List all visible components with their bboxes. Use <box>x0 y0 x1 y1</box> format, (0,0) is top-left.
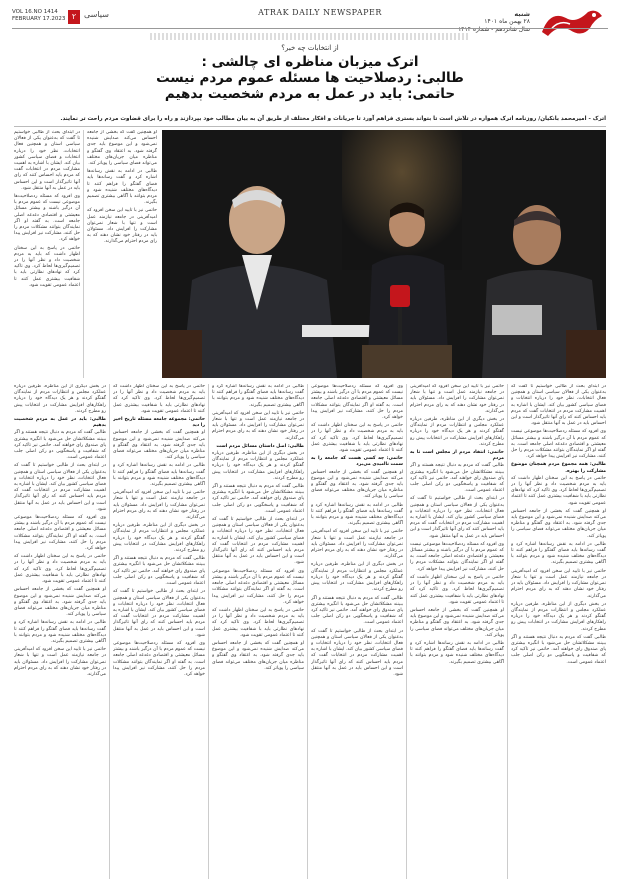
paragraph: در ابتدای بحث از طالبی خواستیم تا گفت که به‌عنوان یکی از فعالان سیاسی استان و همچنین فعال انتخابات، نظر خود را درباره انتخابات و فضای سیاسی کشور بیان کند. ایشان با اشاره به اهمیت مشارکت مردم در انتخابات گفت که مردم باید احساس کنند که رای آنها تاثیرگذار است و این احساس باید در عمل به آنها منتقل شود. <box>113 589 205 638</box>
paragraph: در بخش دیگری از این مناظره، طرفین درباره عملکرد مجلس و انتظارات مردم از نمایندگان گفتگو کردند و هر یک دیدگاه خود را درباره راهکارهای افزایش مشارکت در انتخابات پیش رو مطرح کردند. <box>410 417 504 447</box>
text-column-1 <box>14 384 106 879</box>
column-divider <box>307 384 308 879</box>
volume-info <box>12 9 65 23</box>
text-column-5 <box>410 384 504 879</box>
paragraph: حاتمی در پاسخ به این سخنان اظهار داشت که باید به مردم شخصیت داد و نظر آنها را در تصمیم‌گیری‌ها لحاظ کرد. وی تاکید کرد که نهادهای نظارتی باید با شفافیت بیشتری عمل کنند تا اعتماد عمومی تقویت شود. <box>212 607 304 638</box>
paragraph: او همچنین گفت که بخشی از جامعه احساس می‌کند صدایش شنیده نمی‌شود و این موضوع باید جدی گرفته شود. به اعتقاد وی گفتگو و مناظره میان جریان‌های مختلف می‌تواند فضای سیاسی را پویاتر کند. <box>113 430 205 461</box>
article-lead: اترک - امیرمحمد بانکیان/ روزنامه اترک همواره در تلاش است تا بتواند بستری فراهم آورد تا جریانات و افکار مختلف از طریق آن به بیان مطالب خود بپردازند و راه را برای قضاوت مردم راحت تر نمایند. <box>60 116 606 122</box>
paragraph: حاتمی در پاسخ به این سخنان اظهار داشت که باید به مردم شخصیت داد و نظر آنها را در تصمیم‌گیری‌ها لحاظ کرد. وی تاکید کرد که نهادهای نظارتی باید با شفافیت بیشتری عمل کنند تا اعتماد عمومی تقویت شود. <box>410 574 504 605</box>
paragraph: طالبی در ادامه به نقش رسانه‌ها اشاره کرد و گفت رسانه‌ها باید فضای گفتگو را فراهم کنند تا دیدگاه‌های مختلف شنیده شود و مردم بتوانند با آگاهی بیشتری تصمیم بگیرند. <box>14 620 106 644</box>
subheading: حاتمی: انتقاد مردم از مجلس است تا به مردم <box>410 450 504 462</box>
paragraph: طالبی در ادامه به نقش رسانه‌ها اشاره کرد و گفت رسانه‌ها باید فضای گفتگو را فراهم کنند تا دیدگاه‌های مختلف شنیده شود و مردم بتوانند با آگاهی بیشتری تصمیم بگیرند. <box>410 640 504 665</box>
paragraph: حاتمی نیز با تایید این سخن افزود که امیدآفرینی در جامعه نیازمند عمل است و تنها با شعار نمی‌توان مشارکت را افزایش داد. مسئولان باید در رفتار خود نشان دهند که به رای مردم احترام می‌گذارند. <box>14 647 106 677</box>
paragraph: وی افزود که مسئله ردصلاحیت‌ها موضوعی نیست که عموم مردم با آن درگیر باشند و بیشتر مسائل معیشتی و اقتصادی دغدغه اصلی جامعه است. به گفته او اگر نمایندگان بتوانند مشکلات مردم را حل کنند، مشارکت نیز افزایش پیدا خواهد کرد. <box>311 384 403 421</box>
paragraph: در ابتدای بحث از طالبی خواستیم تا گفت که به‌عنوان یکی از فعالان سیاسی استان و همچنین فعال انتخابات، نظر خود را درباره انتخابات و فضای سیاسی کشور بیان کند. ایشان با اشاره به اهمیت مشارکت مردم در انتخابات گفت که مردم باید احساس کنند که رای آنها تاثیرگذار است و این احساس باید در عمل به آنها منتقل شود. <box>14 463 106 512</box>
issue-day: شنبه <box>514 10 530 18</box>
column-divider <box>83 130 84 378</box>
paragraph: او همچنین گفت که بخشی از جامعه احساس می‌کند صدایش شنیده نمی‌شود و این موضوع باید جدی گرفته شود. به اعتقاد وی گفتگو و مناظره میان جریان‌های مختلف می‌تواند فضای سیاسی را پویاتر کند. <box>87 130 157 167</box>
paragraph: وی افزود که مسئله ردصلاحیت‌ها موضوعی نیست که عموم مردم با آن درگیر باشند و بیشتر مسائل معیشتی و اقتصادی دغدغه اصلی جامعه است. به گفته او اگر نمایندگان بتوانند مشکلات مردم را حل کنند، مشارکت نیز افزایش پیدا خواهد کرد. <box>14 515 106 552</box>
paragraph: او همچنین گفت که بخشی از جامعه احساس می‌کند صدایش شنیده نمی‌شود و این موضوع باید جدی گرفته شود. به اعتقاد وی گفتگو و مناظره میان جریان‌های مختلف می‌تواند فضای سیاسی را پویاتر کند. <box>212 640 304 671</box>
debate-photo <box>162 130 606 378</box>
column-divider <box>109 384 110 879</box>
paragraph: در بخش دیگری از این مناظره، طرفین درباره عملکرد مجلس و انتظارات مردم از نمایندگان گفتگو کردند و هر یک دیدگاه خود را درباره راهکارهای افزایش مشارکت در انتخابات پیش رو مطرح کردند. <box>14 384 106 414</box>
paragraph: او همچنین گفت که بخشی از جامعه احساس می‌کند صدایش شنیده نمی‌شود و این موضوع باید جدی گرفته شود. به اعتقاد وی گفتگو و مناظره میان جریان‌های مختلف می‌تواند فضای سیاسی را پویاتر کند. <box>410 607 504 638</box>
paragraph: وی افزود که مسئله ردصلاحیت‌ها موضوعی نیست که عموم مردم با آن درگیر باشند و بیشتر مسائل معیشتی و اقتصادی دغدغه اصلی جامعه است. به گفته او اگر نمایندگان بتوانند مشکلات مردم را حل کنند، مشارکت نیز افزایش پیدا خواهد کرد. <box>14 194 80 243</box>
article-kicker: از انتخابات چه خبر؟ <box>281 44 339 52</box>
subheading: حاتمی: چه کسی هست که جامعه را به سمت ناامیدی می‌برد <box>311 456 403 468</box>
paragraph: در بخش دیگری از این مناظره، طرفین درباره عملکرد مجلس و انتظارات مردم از نمایندگان گفتگو کردند و هر یک دیدگاه خود را درباره راهکارهای افزایش مشارکت در انتخابات پیش رو مطرح کردند. <box>113 523 205 554</box>
paragraph: در ابتدای بحث از طالبی خواستیم تا گفت که به‌عنوان یکی از فعالان سیاسی استان و همچنین فعال انتخابات، نظر خود را درباره انتخابات و فضای سیاسی کشور بیان کند. ایشان با اشاره به اهمیت مشارکت مردم در انتخابات گفت که مردم باید احساس کنند که رای آنها تاثیرگذار است و این احساس باید در عمل به آنها منتقل شود. <box>311 628 403 677</box>
column-divider <box>406 384 407 879</box>
paragraph: طالبی گفت که مردم به دنبال نتیجه هستند و اگر ببینند مشکلاتشان حل می‌شود با انگیزه بیشتری پای صندوق رای خواهند آمد. حاتمی نیز تاکید کرد که شفافیت و پاسخگویی دو رکن اصلی جلب اعتماد عمومی است. <box>511 634 606 665</box>
section-name: سیاسی <box>84 10 109 19</box>
paragraph: حاتمی نیز با تایید این سخن افزود که امیدآفرینی در جامعه نیازمند عمل است و تنها با شعار نمی‌توان مشارکت را افزایش داد. مسئولان باید در رفتار خود نشان دهند که به رای مردم احترام می‌گذارند. <box>511 568 606 599</box>
issue-date-fa: ۲۸ بهمن ماه ۱۴۰۱ <box>484 18 530 25</box>
paragraph: او همچنین گفت که بخشی از جامعه احساس می‌کند صدایش شنیده نمی‌شود و این موضوع باید جدی گرفته شود. به اعتقاد وی گفتگو و مناظره میان جریان‌های مختلف می‌تواند فضای سیاسی را پویاتر کند. <box>511 508 606 539</box>
column-divider <box>507 384 508 879</box>
headline-line-1: اترک میزبان مناظره ای چالشی : <box>201 54 419 70</box>
paragraph: حاتمی نیز با تایید این سخن افزود که امیدآفرینی در جامعه نیازمند عمل است و تنها با شعار نمی‌توان مشارکت را افزایش داد. مسئولان باید در رفتار خود نشان دهند که به رای مردم احترام می‌گذارند. <box>410 384 504 414</box>
headline-line-2: طالبی: ردصلاحیت ها مسئله عموم مردم نیست <box>156 70 464 86</box>
paragraph: طالبی گفت که مردم به دنبال نتیجه هستند و اگر ببینند مشکلاتشان حل می‌شود با انگیزه بیشتری پای صندوق رای خواهند آمد. حاتمی نیز تاکید کرد که شفافیت و پاسخگویی دو رکن اصلی جلب اعتماد عمومی است. <box>113 556 205 587</box>
date-english: FEBRUARY 17.2023 <box>12 16 66 22</box>
article-headline <box>80 54 540 102</box>
paragraph: حاتمی در پاسخ به این سخنان اظهار داشت که باید به مردم شخصیت داد و نظر آنها را در تصمیم‌گیری‌ها لحاظ کرد. وی تاکید کرد که نهادهای نظارتی باید با شفافیت بیشتری عمل کنند تا اعتماد عمومی تقویت شود. <box>511 475 606 506</box>
paragraph: حاتمی نیز با تایید این سخن افزود که امیدآفرینی در جامعه نیازمند عمل است و تنها با شعار نمی‌توان مشارکت را افزایش داد. مسئولان باید در رفتار خود نشان دهند که به رای مردم احترام می‌گذارند. <box>311 529 403 560</box>
subheading: طالبی: همه مجموع مردم همچنان موضوع مشارکت را بهتره. <box>511 462 606 474</box>
paragraph: در ابتدای بحث از طالبی خواستیم تا گفت که به‌عنوان یکی از فعالان سیاسی استان و همچنین فعال انتخابات، نظر خود را درباره انتخابات و فضای سیاسی کشور بیان کند. ایشان با اشاره به اهمیت مشارکت مردم در انتخابات گفت که مردم باید احساس کنند که رای آنها تاثیرگذار است و این احساس باید در عمل به آنها منتقل شود. <box>410 496 504 539</box>
paragraph: طالبی در ادامه به نقش رسانه‌ها اشاره کرد و گفت رسانه‌ها باید فضای گفتگو را فراهم کنند تا دیدگاه‌های مختلف شنیده شود و مردم بتوانند با آگاهی بیشتری تصمیم بگیرند. <box>87 169 157 206</box>
subheading: طالبی: باید در عمل به مردم شخصیت بدهیم <box>14 417 106 429</box>
paragraph: در ابتدای بحث از طالبی خواستیم تا گفت که به‌عنوان یکی از فعالان سیاسی استان و همچنین فعال انتخابات، نظر خود را درباره انتخابات و فضای سیاسی کشور بیان کند. ایشان با اشاره به اهمیت مشارکت مردم در انتخابات گفت که مردم باید احساس کنند که رای آنها تاثیرگذار است و این احساس باید در عمل به آنها منتقل شود. <box>14 130 80 191</box>
text-column-3 <box>212 384 304 879</box>
paragraph: در بخش دیگری از این مناظره، طرفین درباره عملکرد مجلس و انتظارات مردم از نمایندگان گفتگو کردند و هر یک دیدگاه خود را درباره راهکارهای افزایش مشارکت در انتخابات پیش رو مطرح کردند. <box>511 601 606 632</box>
paragraph: حاتمی در پاسخ به این سخنان اظهار داشت که باید به مردم شخصیت داد و نظر آنها را در تصمیم‌گیری‌ها لحاظ کرد. وی تاکید کرد که نهادهای نظارتی باید با شفافیت بیشتری عمل کنند تا اعتماد عمومی تقویت شود. <box>311 423 403 454</box>
paper-sheet <box>302 325 372 337</box>
text-column-4 <box>311 384 403 879</box>
paragraph: حاتمی نیز با تایید این سخن افزود که امیدآفرینی در جامعه نیازمند عمل است و تنها با شعار نمی‌توان مشارکت را افزایش داد. مسئولان باید در رفتار خود نشان دهند که به رای مردم احترام می‌گذارند. <box>87 208 157 245</box>
paragraph: حاتمی در پاسخ به این سخنان اظهار داشت که باید به مردم شخصیت داد و نظر آنها را در تصمیم‌گیری‌ها لحاظ کرد. وی تاکید کرد که نهادهای نظارتی باید با شفافیت بیشتری عمل کنند تا اعتماد عمومی تقویت شود. <box>14 554 106 585</box>
decorative-stripe <box>150 33 470 40</box>
volume-number: VOL 16.NO 1414 <box>12 9 58 15</box>
paragraph: او همچنین گفت که بخشی از جامعه احساس می‌کند صدایش شنیده نمی‌شود و این موضوع باید جدی گرفته شود. به اعتقاد وی گفتگو و مناظره میان جریان‌های مختلف می‌تواند فضای سیاسی را پویاتر کند. <box>14 587 106 618</box>
text-column-left-1 <box>14 130 80 378</box>
paragraph: او همچنین گفت که بخشی از جامعه احساس می‌کند صدایش شنیده نمی‌شود و این موضوع باید جدی گرفته شود. به اعتقاد وی گفتگو و مناظره میان جریان‌های مختلف می‌تواند فضای سیاسی را پویاتر کند. <box>311 469 403 500</box>
paragraph: حاتمی در پاسخ به این سخنان اظهار داشت که باید به مردم شخصیت داد و نظر آنها را در تصمیم‌گیری‌ها لحاظ کرد. وی تاکید کرد که نهادهای نظارتی باید با شفافیت بیشتری عمل کنند تا اعتماد عمومی تقویت شود. <box>14 245 80 288</box>
headline-line-3: حاتمی: باید در عمل به مردم شخصیت بدهیم <box>164 86 456 102</box>
debate-photo-illustration <box>162 130 606 378</box>
newspaper-logo <box>536 6 606 42</box>
text-column-6 <box>511 384 606 879</box>
issue-number: سال شانزدهم - شماره ۱۴۱۴ <box>458 26 530 33</box>
page-number-badge: ۲ <box>68 10 80 24</box>
paragraph: طالبی گفت که مردم به دنبال نتیجه هستند و اگر ببینند مشکلاتشان حل می‌شود با انگیزه بیشتری پای صندوق رای خواهند آمد. حاتمی نیز تاکید کرد که شفافیت و پاسخگویی دو رکن اصلی جلب اعتماد عمومی است. <box>410 463 504 494</box>
text-column-left-2 <box>87 130 157 378</box>
masthead-divider <box>12 28 608 29</box>
paragraph: در ابتدای بحث از طالبی خواستیم تا گفت که به‌عنوان یکی از فعالان سیاسی استان و همچنین فعال انتخابات، نظر خود را درباره انتخابات و فضای سیاسی کشور بیان کند. ایشان با اشاره به اهمیت مشارکت مردم در انتخابات گفت که مردم باید احساس کنند که رای آنها تاثیرگذار است و این احساس باید در عمل به آنها منتقل شود. <box>212 517 304 566</box>
text-column-2 <box>113 384 205 879</box>
paragraph: طالبی در ادامه به نقش رسانه‌ها اشاره کرد و گفت رسانه‌ها باید فضای گفتگو را فراهم کنند تا دیدگاه‌های مختلف شنیده شود و مردم بتوانند با آگاهی بیشتری تصمیم بگیرند. <box>511 541 606 566</box>
subheading: حاتمی: مجموعه جامعه مسئله تاریخ اخیر را دید <box>113 417 205 429</box>
paragraph: حاتمی نیز با تایید این سخن افزود که امیدآفرینی در جامعه نیازمند عمل است و تنها با شعار نمی‌توان مشارکت را افزایش داد. مسئولان باید در رفتار خود نشان دهند که به رای مردم احترام می‌گذارند. <box>212 410 304 441</box>
paragraph: طالبی گفت که مردم به دنبال نتیجه هستند و اگر ببینند مشکلاتشان حل می‌شود با انگیزه بیشتری پای صندوق رای خواهند آمد. حاتمی نیز تاکید کرد که شفافیت و پاسخگویی دو رکن اصلی جلب اعتماد عمومی است. <box>311 595 403 626</box>
brand-english: ATRAK DAILY NEWSPAPER <box>258 8 382 17</box>
paragraph: طالبی در ادامه به نقش رسانه‌ها اشاره کرد و گفت رسانه‌ها باید فضای گفتگو را فراهم کنند تا دیدگاه‌های مختلف شنیده شود و مردم بتوانند با آگاهی بیشتری تصمیم بگیرند. <box>311 502 403 527</box>
column-divider <box>208 384 209 879</box>
masthead <box>0 0 620 48</box>
paragraph: طالبی در ادامه به نقش رسانه‌ها اشاره کرد و گفت رسانه‌ها باید فضای گفتگو را فراهم کنند تا دیدگاه‌های مختلف شنیده شود و مردم بتوانند با آگاهی بیشتری تصمیم بگیرند. <box>113 463 205 488</box>
paragraph: طالبی گفت که مردم به دنبال نتیجه هستند و اگر ببینند مشکلاتشان حل می‌شود با انگیزه بیشتری پای صندوق رای خواهند آمد. حاتمی نیز تاکید کرد که شفافیت و پاسخگویی دو رکن اصلی جلب اعتماد عمومی است. <box>14 430 106 461</box>
issue-date <box>458 10 530 34</box>
paragraph: در بخش دیگری از این مناظره، طرفین درباره عملکرد مجلس و انتظارات مردم از نمایندگان گفتگو کردند و هر یک دیدگاه خود را درباره راهکارهای افزایش مشارکت در انتخابات پیش رو مطرح کردند. <box>212 451 304 481</box>
paragraph: وی افزود که مسئله ردصلاحیت‌ها موضوعی نیست که عموم مردم با آن درگیر باشند و بیشتر مسائل معیشتی و اقتصادی دغدغه اصلی جامعه است. به گفته او اگر نمایندگان بتوانند مشکلات مردم را حل کنند، مشارکت نیز افزایش پیدا خواهد کرد. <box>212 568 304 605</box>
subheading: طالبی: اصل داستان مسائل مردم است <box>216 443 304 449</box>
paragraph: وی افزود که مسئله ردصلاحیت‌ها موضوعی نیست که عموم مردم با آن درگیر باشند و بیشتر مسائل معیشتی و اقتصادی دغدغه اصلی جامعه است. به گفته او اگر نمایندگان بتوانند مشکلات مردم را حل کنند، مشارکت نیز افزایش پیدا خواهد کرد. <box>113 640 205 677</box>
paragraph: طالبی گفت که مردم به دنبال نتیجه هستند و اگر ببینند مشکلاتشان حل می‌شود با انگیزه بیشتری پای صندوق رای خواهند آمد. حاتمی نیز تاکید کرد که شفافیت و پاسخگویی دو رکن اصلی جلب اعتماد عمومی است. <box>212 484 304 514</box>
paragraph: در بخش دیگری از این مناظره، طرفین درباره عملکرد مجلس و انتظارات مردم از نمایندگان گفتگو کردند و هر یک دیدگاه خود را درباره راهکارهای افزایش مشارکت در انتخابات پیش رو مطرح کردند. <box>311 562 403 593</box>
paragraph: در ابتدای بحث از طالبی خواستیم تا گفت که به‌عنوان یکی از فعالان سیاسی استان و همچنین فعال انتخابات، نظر خود را درباره انتخابات و فضای سیاسی کشور بیان کند. ایشان با اشاره به اهمیت مشارکت مردم در انتخابات گفت که مردم باید احساس کنند که رای آنها تاثیرگذار است و این احساس باید در عمل به آنها منتقل شود. <box>511 384 606 427</box>
paragraph: طالبی در ادامه به نقش رسانه‌ها اشاره کرد و گفت رسانه‌ها باید فضای گفتگو را فراهم کنند تا دیدگاه‌های مختلف شنیده شود و مردم بتوانند با آگاهی بیشتری تصمیم بگیرند. <box>212 384 304 408</box>
paragraph: حاتمی در پاسخ به این سخنان اظهار داشت که باید به مردم شخصیت داد و نظر آنها را در تصمیم‌گیری‌ها لحاظ کرد. وی تاکید کرد که نهادهای نظارتی باید با شفافیت بیشتری عمل کنند تا اعتماد عمومی تقویت شود. <box>113 384 205 414</box>
paragraph: وی افزود که مسئله ردصلاحیت‌ها موضوعی نیست که عموم مردم با آن درگیر باشند و بیشتر مسائل معیشتی و اقتصادی دغدغه اصلی جامعه است. به گفته او اگر نمایندگان بتوانند مشکلات مردم را حل کنند، مشارکت نیز افزایش پیدا خواهد کرد. <box>511 429 606 460</box>
lead-divider <box>14 126 606 127</box>
paragraph: حاتمی نیز با تایید این سخن افزود که امیدآفرینی در جامعه نیازمند عمل است و تنها با شعار نمی‌توان مشارکت را افزایش داد. مسئولان باید در رفتار خود نشان دهند که به رای مردم احترام می‌گذارند. <box>113 490 205 521</box>
paragraph: وی افزود که مسئله ردصلاحیت‌ها موضوعی نیست که عموم مردم با آن درگیر باشند و بیشتر مسائل معیشتی و اقتصادی دغدغه اصلی جامعه است. به گفته او اگر نمایندگان بتوانند مشکلات مردم را حل کنند، مشارکت نیز افزایش پیدا خواهد کرد. <box>410 541 504 572</box>
